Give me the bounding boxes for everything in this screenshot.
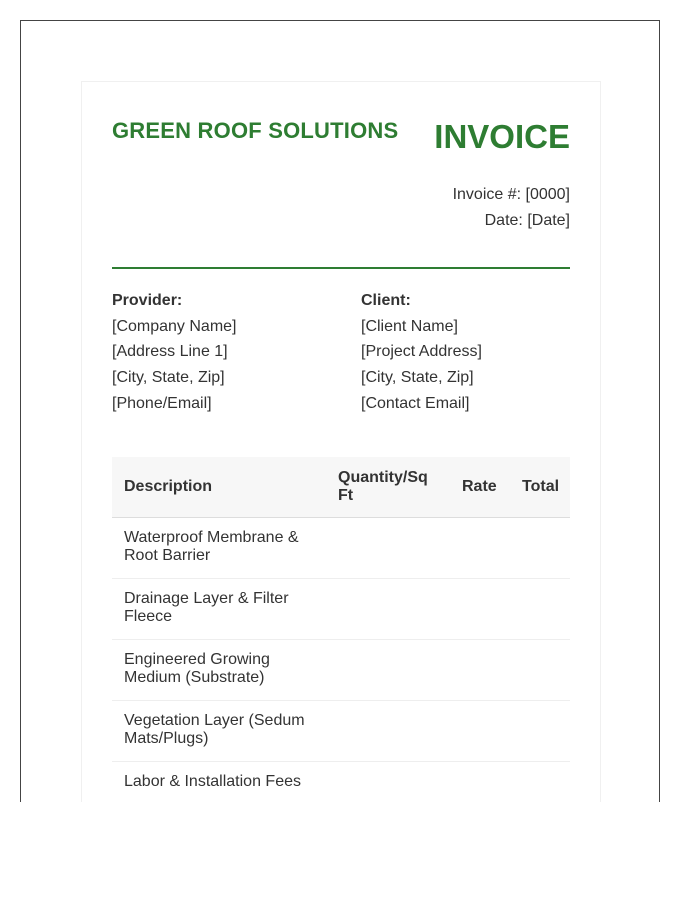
- table-row: [112, 701, 570, 762]
- client-block: [361, 288, 482, 417]
- client-contact-email: [Contact Email]: [361, 394, 470, 412]
- table-row: [112, 518, 570, 579]
- invoice-meta: [453, 182, 570, 234]
- table-row: [112, 640, 570, 701]
- provider-address: [Address Line 1]: [112, 343, 228, 361]
- provider-company-name: [Company Name]: [112, 317, 237, 335]
- row-description: Waterproof Membrane & Root Barrier: [124, 529, 299, 564]
- column-header-quantity: Quantity/Sq Ft: [338, 469, 428, 504]
- client-heading: Client:: [361, 292, 411, 309]
- client-name: [Client Name]: [361, 317, 458, 335]
- row-description: Vegetation Layer (Sedum Mats/Plugs): [124, 712, 305, 747]
- invoice-number: Invoice #: [0000]: [452, 186, 570, 203]
- client-project-address: [Project Address]: [361, 343, 482, 361]
- company-name: GREEN ROOF SOLUTIONS: [112, 118, 399, 143]
- provider-city-state-zip: [City, State, Zip]: [112, 369, 225, 387]
- document-frame: [20, 20, 660, 802]
- table-row: [112, 579, 570, 640]
- table-row: [112, 762, 570, 802]
- column-header-rate: Rate: [462, 478, 497, 495]
- line-items-table: [112, 457, 570, 802]
- column-header-total: Total: [522, 478, 560, 495]
- row-description: Drainage Layer & Filter Fleece: [124, 590, 289, 625]
- row-description: Engineered Growing Medium (Substrate): [124, 651, 270, 686]
- invoice-title: INVOICE: [434, 118, 570, 155]
- invoice-date: Date: [Date]: [484, 212, 570, 229]
- header-divider: [112, 267, 570, 269]
- provider-block: [112, 288, 237, 417]
- client-city-state-zip: [City, State, Zip]: [361, 369, 474, 387]
- invoice-page: [81, 81, 601, 802]
- provider-contact: [Phone/Email]: [112, 394, 212, 412]
- table-header: [112, 457, 570, 518]
- row-description: Labor & Installation Fees: [124, 773, 301, 790]
- provider-heading: Provider:: [112, 292, 183, 309]
- column-header-description: Description: [124, 478, 213, 495]
